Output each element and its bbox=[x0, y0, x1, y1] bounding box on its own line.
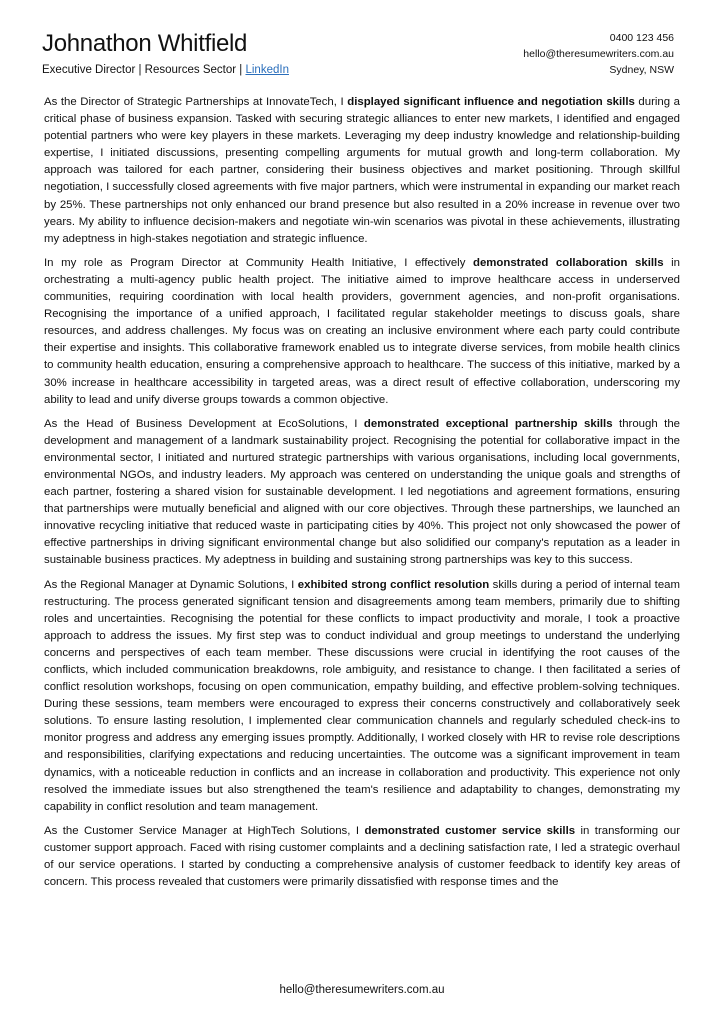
paragraph-1 bbox=[44, 94, 680, 248]
paragraph-highlight: exhibited strong conflict resolution bbox=[297, 578, 490, 591]
phone-number: 0400 123 456 bbox=[609, 32, 674, 44]
paragraph-5 bbox=[44, 823, 680, 891]
paragraph-2 bbox=[44, 255, 680, 409]
resume-header bbox=[42, 30, 682, 82]
paragraph-text: through the development and management of a landmark sustainability project. Recognising the potential for collaborative impact in the environmental sector, I initiated and nurtured strategic partnerships with various organisations, including local governments, environmental NGOs, and industry leaders. My approach was centered on understanding the unique goals and strengths of each partner, fostering a shared vision for sustainable development. I led negotiations and agreement formations, ensuring that partnerships were mutually beneficial and aligned with our core objectives. Through these partnerships, we launched an innovative recycling initiative that reduced waste in participating cities by 40%. This project not only showcased the power of effective partnerships in driving significant environmental change but also solidified our company's reputation as a leader in sustainable business practices. My adeptness in building and sustaining strong partnerships was key to this success. bbox=[44, 417, 680, 567]
paragraph-text: As the Director of Strategic Partnerships at InnovateTech, I bbox=[44, 96, 348, 108]
candidate-name: Johnathon Whitfield bbox=[42, 30, 248, 57]
candidate-subtitle bbox=[42, 64, 289, 76]
subtitle-text: Executive Director | Resources Sector | bbox=[42, 64, 243, 76]
paragraph-highlight: demonstrated customer service skills bbox=[364, 824, 576, 837]
paragraph-text: in orchestrating a multi-agency public health project. The initiative aimed to improve healthcare access in underserved communities, requiring coordination with local health providers, government agencies, and non-profit organisations. Recognising the importance of a unified approach, I facilitated regular stakeholder meetings to discuss goals, share resources, and address challenges. My focus was on creating an inclusive environment where each party could contribute their expertise and insights. This collaborative framework enabled us to integrate diverse services, from mobile health clinics to community health education, ensuring a comprehensive approach to healthcare. The success of this initiative, marked by a 30% increase in healthcare accessibility in targeted areas, was a direct result of effective collaboration, underscoring my ability to lead and unify diverse groups towards a common objective. bbox=[44, 256, 680, 406]
paragraph-text: skills during a period of internal team restructuring. The process generated significant tension and disagreements among team members, primarily due to shifting roles and uncertainties. Recognising the potential for these conflicts to impact productivity and morale, I took a proactive approach to address the issues. My first step was to conduct individual and group meetings to understand the underlying concerns and perspectives of each team member. These discussions were crucial in identifying the root causes of the conflicts, which included communication breakdowns, role ambiguity, and resistance to change. I then facilitated a series of conflict resolution workshops, focusing on open communication, empathy building, and effective problem-solving techniques. During these sessions, team members were encouraged to express their concerns constructively and collaboratively seek solutions. To ensure lasting resolution, I implemented clear communication channels and regularly scheduled check-ins to monitor progress and address any emerging issues promptly. Additionally, I worked closely with HR to revise role descriptions and responsibilities, clarifying expectations and reducing uncertainties. The outcome was a significant improvement in team dynamics, with a noticeable reduction in conflicts and an increase in collaboration and productivity. This experience not only resolved the immediate issues but also strengthened the team's resilience and adaptability to changes, demonstrating my capability in conflict resolution and team management. bbox=[44, 578, 680, 813]
paragraph-text: in transforming our customer support approach. Faced with rising customer complaints and a declining satisfaction rate, I led a strategic overhaul of our service operations. I started by conducting a comprehensive analysis of customer feedback to identify key areas of concern. This process revealed that customers were primarily dissatisfied with response times and the bbox=[44, 824, 680, 889]
paragraph-text: In my role as Program Director at Community Health Initiative, I effectively bbox=[44, 256, 473, 269]
paragraph-text: As the Regional Manager at Dynamic Solutions, I bbox=[44, 578, 298, 591]
paragraph-text: during a critical phase of business expansion. Tasked with securing strategic alliances to enter new markets, I identified and engaged potential partners who were key players in these markets. Leveraging my deep industry knowledge and relationship-building expertise, I initiated discussions, presenting compelling arguments for mutual growth and long-term collaboration. My approach was tailored for each partner, considering their business objectives and market positioning. Through skillful negotiation, I successfully closed agreements with five major partners, which were instrumental in expanding our market reach by 25%. These partnerships not only enhanced our brand presence but also resulted in a 20% increase in revenue over two years. My ability to influence decision-makers and negotiate win-win scenarios was pivotal in these achievements, illustrating my adeptness in high-stakes negotiation and strategic influence. bbox=[44, 96, 680, 245]
paragraph-text: As the Head of Business Development at EcoSolutions, I bbox=[44, 417, 364, 430]
linkedin-link[interactable]: LinkedIn bbox=[245, 64, 289, 76]
email-address: hello@theresumewriters.com.au bbox=[523, 48, 674, 60]
contact-block bbox=[523, 30, 674, 78]
footer-email: hello@theresumewriters.com.au bbox=[279, 984, 445, 996]
paragraph-4 bbox=[44, 577, 680, 816]
paragraph-text: As the Customer Service Manager at HighTech Solutions, I bbox=[44, 824, 365, 837]
paragraph-highlight: demonstrated collaboration skills bbox=[473, 256, 664, 269]
paragraph-highlight: demonstrated exceptional partnership skills bbox=[363, 417, 613, 430]
location: Sydney, NSW bbox=[609, 64, 674, 76]
resume-body bbox=[44, 94, 680, 898]
page-footer bbox=[0, 982, 724, 996]
paragraph-highlight: displayed significant influence and negotiation skills bbox=[347, 96, 635, 108]
paragraph-3 bbox=[44, 416, 680, 570]
